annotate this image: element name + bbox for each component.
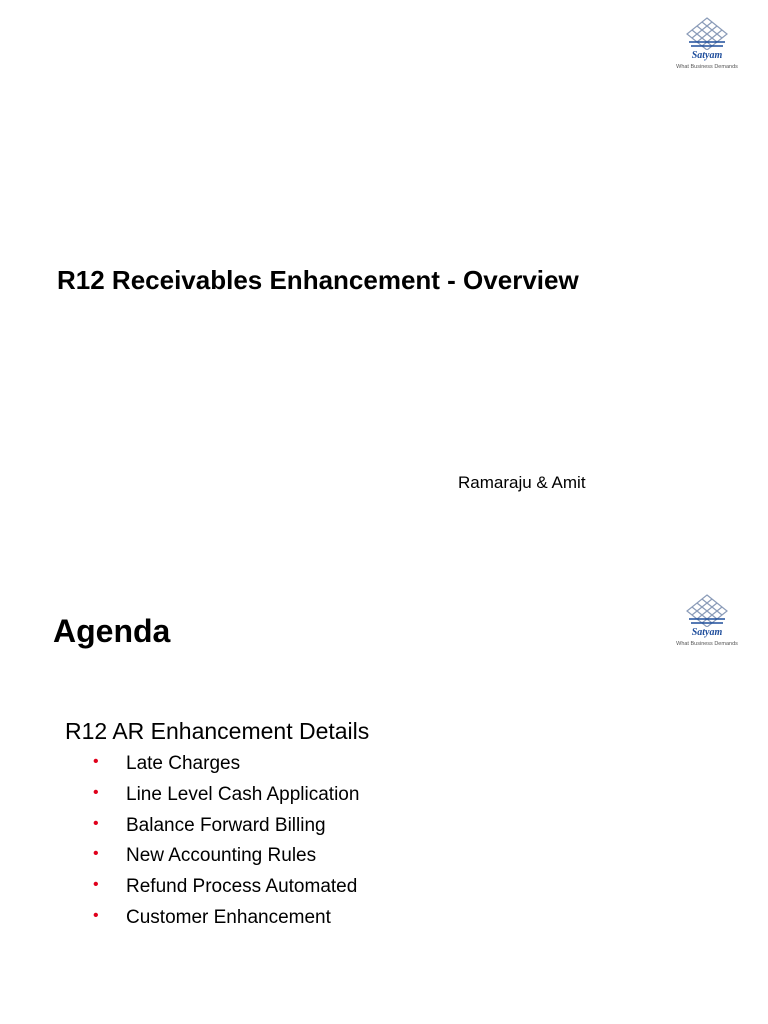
logo-tagline: What Business Demands	[676, 641, 738, 647]
satyam-logo	[665, 16, 749, 78]
satyam-lattice-logo-icon	[665, 16, 749, 50]
bullet-text: Refund Process Automated	[126, 876, 358, 898]
logo-tagline: What Business Demands	[676, 64, 738, 70]
logo-brand-text: Satyam	[691, 627, 723, 638]
bullet-text: New Accounting Rules	[126, 845, 317, 867]
bullet-text: Balance Forward Billing	[126, 814, 326, 836]
bullet-icon: •	[93, 906, 99, 924]
agenda-title: Agenda	[53, 613, 171, 649]
satyam-lattice-logo-icon	[665, 593, 749, 627]
slide-title: R12 Receivables Enhancement - Overview	[57, 265, 579, 295]
bullet-text: Late Charges	[126, 753, 241, 774]
agenda-slide	[0, 576, 768, 1024]
bullet-icon: •	[93, 814, 99, 832]
presenters: Ramaraju & Amit	[458, 473, 586, 492]
logo-brand-text: Satyam	[691, 50, 723, 61]
satyam-logo	[665, 593, 749, 655]
bullet-icon: •	[93, 845, 99, 863]
section-heading: R12 AR Enhancement Details	[65, 718, 370, 744]
bullet-text: Customer Enhancement	[126, 906, 331, 928]
bullet-icon: •	[93, 876, 99, 894]
bullet-text: Line Level Cash Application	[126, 783, 360, 805]
bullet-icon: •	[93, 783, 99, 801]
bullet-icon: •	[93, 753, 99, 770]
